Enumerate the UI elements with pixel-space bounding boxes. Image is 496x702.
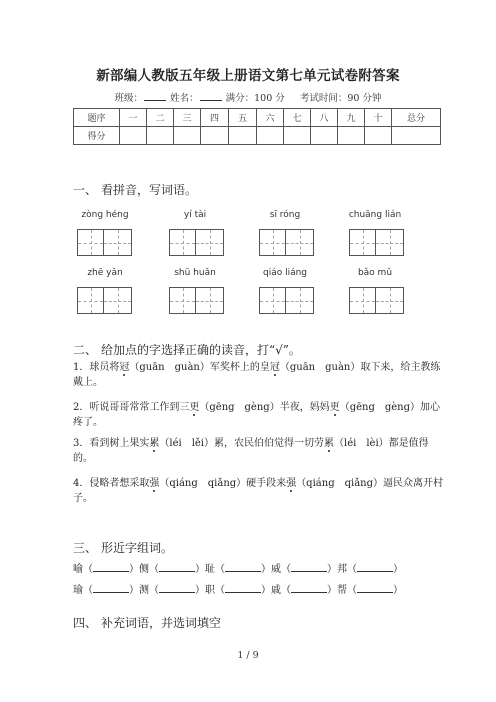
- answer-blank[interactable]: [159, 583, 195, 593]
- tianzige-box[interactable]: [77, 229, 133, 257]
- char: 职: [205, 585, 215, 596]
- question-1: [73, 360, 443, 390]
- score-cell[interactable]: [201, 127, 229, 145]
- header-cell: 十: [365, 109, 392, 127]
- char: 威: [271, 564, 281, 575]
- answer-blank[interactable]: [93, 562, 129, 572]
- name-blank[interactable]: [200, 91, 222, 101]
- pinyin: sī róng: [269, 210, 301, 220]
- page-title: 新部编人教版五年级上册语文第七单元试卷附答案: [96, 68, 400, 84]
- header-cell: 一: [120, 109, 147, 127]
- header-cell: 八: [311, 109, 338, 127]
- score-cell[interactable]: [284, 127, 311, 145]
- tianzige-box[interactable]: [77, 287, 133, 315]
- section2-title: 给加点的字选择正确的读音，打“√”。: [101, 343, 301, 357]
- dotted-char: 强: [149, 478, 160, 489]
- section1-number: 一、: [73, 183, 98, 197]
- section3-number: 三、: [73, 541, 98, 555]
- answer-blank[interactable]: [357, 562, 393, 572]
- word-row-2: 瑜（ ）测（ ）职（ ）戚（ ）帮（ ）: [73, 585, 403, 596]
- question-text: 戴上。: [73, 377, 103, 388]
- score-cell[interactable]: [229, 127, 257, 145]
- reading-options[interactable]: （gēng gèng）加心: [339, 402, 441, 413]
- pinyin: yí tài: [183, 210, 207, 220]
- section1-heading: [73, 181, 197, 198]
- dotted-char: 更: [329, 402, 340, 413]
- char: 邦: [337, 564, 347, 575]
- section1-title: 看拼音，写词语。: [101, 183, 198, 197]
- dotted-char: 强: [286, 478, 297, 489]
- score-table: [73, 108, 441, 145]
- char: 耻: [205, 564, 215, 575]
- page-number: [0, 650, 496, 661]
- section4-title: 补充词语，并选词填空: [101, 616, 222, 630]
- dotted-char: 累: [149, 438, 160, 449]
- char: 瑜: [73, 585, 83, 596]
- dotted-char: 冠: [269, 362, 280, 373]
- score-cell[interactable]: [147, 127, 174, 145]
- question-text: 1．球员将: [73, 362, 120, 373]
- answer-blank[interactable]: [225, 583, 261, 593]
- pinyin: qiáo liáng: [262, 268, 308, 278]
- tianzige-box[interactable]: [259, 229, 315, 257]
- answer-blank[interactable]: [291, 583, 327, 593]
- reading-options[interactable]: （qiáng qiǎng）逼民众离开村: [296, 478, 443, 489]
- question-text: 2．听说哥哥常常工作到三: [73, 402, 190, 413]
- question-text: 的。: [73, 453, 93, 464]
- dotted-char: 更: [189, 402, 200, 413]
- pinyin: zòng héng: [81, 210, 129, 220]
- name-label: 姓名：: [170, 93, 199, 104]
- char: 喻: [73, 564, 83, 575]
- tianzige-box[interactable]: [169, 287, 225, 315]
- current-page: 1: [237, 650, 244, 661]
- section2-heading: [73, 341, 301, 358]
- score-cell[interactable]: [392, 127, 441, 145]
- exam-info: [0, 90, 496, 104]
- section4-number: 四、: [73, 616, 98, 630]
- question-text: 3．看到树上果实: [73, 438, 150, 449]
- full-score: 满分：100 分: [225, 93, 285, 104]
- question-4: [73, 476, 443, 506]
- word-row-1: 喻（ ）侧（ ）耻（ ）威（ ）邦（ ）: [73, 564, 403, 575]
- tianzige-box[interactable]: [259, 287, 315, 315]
- class-blank[interactable]: [144, 91, 166, 101]
- question-text: 4．侵略者想采取: [73, 478, 150, 489]
- class-label: 班级：: [114, 93, 144, 104]
- reading-options[interactable]: （qiáng qiǎng）硬手段来: [159, 478, 287, 489]
- header-cell: 六: [257, 109, 284, 127]
- reading-options[interactable]: （gēng gèng）半夜，妈妈: [199, 402, 330, 413]
- header-cell: 题序: [74, 109, 120, 127]
- answer-blank[interactable]: [225, 562, 261, 572]
- section4-heading: [73, 614, 221, 631]
- section3-heading: [73, 539, 173, 556]
- reading-options[interactable]: （léi lěi）累，农民伯伯觉得一切劳: [159, 438, 325, 449]
- header-cell: 四: [201, 109, 229, 127]
- answer-blank[interactable]: [93, 583, 129, 593]
- row-label: 得分: [74, 127, 120, 145]
- tianzige-box[interactable]: [349, 287, 405, 315]
- section3-title: 形近字组词。: [101, 541, 174, 555]
- answer-blank[interactable]: [357, 583, 393, 593]
- header-cell: 二: [147, 109, 174, 127]
- char: 戚: [271, 585, 281, 596]
- score-cell[interactable]: [257, 127, 284, 145]
- reading-options[interactable]: （guān guàn）取下来，给主教练: [279, 362, 441, 373]
- question-text: 疼了。: [73, 417, 103, 428]
- char: 侧: [139, 564, 149, 575]
- pinyin: zhē yǎn: [87, 268, 123, 278]
- header-cell: 九: [338, 109, 365, 127]
- dotted-char: 累: [324, 438, 335, 449]
- char: 测: [139, 585, 149, 596]
- question-text: 子。: [73, 493, 93, 504]
- score-cell[interactable]: [365, 127, 392, 145]
- reading-options[interactable]: （léi lèi）都是值得: [334, 438, 429, 449]
- score-cell[interactable]: [120, 127, 147, 145]
- pinyin: shū huǎn: [174, 268, 216, 278]
- total-pages: 9: [252, 650, 259, 661]
- header-cell: 三: [174, 109, 201, 127]
- header-cell: 五: [229, 109, 257, 127]
- pinyin: bǎo mǔ: [357, 268, 393, 278]
- section2-number: 二、: [73, 343, 98, 357]
- header-cell: 七: [284, 109, 311, 127]
- pinyin: chuāng lián: [348, 210, 402, 220]
- tianzige-box[interactable]: [349, 229, 405, 257]
- score-cell[interactable]: [311, 127, 338, 145]
- reading-options[interactable]: （guān guàn）军奖杯上的皇: [129, 362, 270, 373]
- score-table-row: [74, 127, 441, 145]
- score-cell[interactable]: [174, 127, 201, 145]
- page-separator: /: [246, 650, 250, 661]
- question-2: [73, 400, 443, 430]
- score-cell[interactable]: [338, 127, 365, 145]
- exam-time: 考试时间：90 分钟: [299, 93, 382, 104]
- question-3: [73, 436, 443, 466]
- answer-blank[interactable]: [291, 562, 327, 572]
- header-cell: 总分: [392, 109, 441, 127]
- score-table-header: [74, 109, 441, 127]
- answer-blank[interactable]: [159, 562, 195, 572]
- tianzige-box[interactable]: [169, 229, 225, 257]
- dotted-char: 冠: [119, 362, 130, 373]
- char: 帮: [337, 585, 347, 596]
